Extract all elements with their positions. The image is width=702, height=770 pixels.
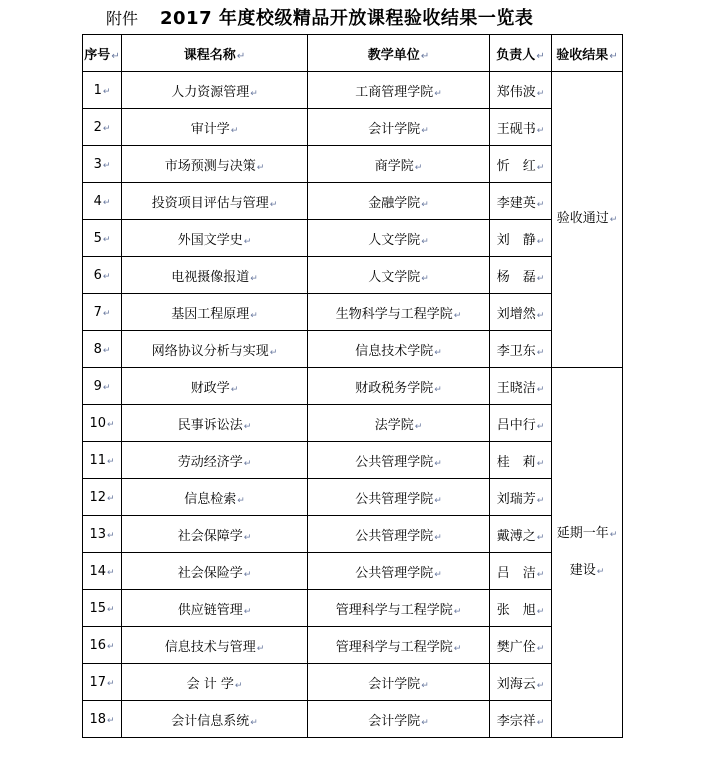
row-no: 10↵ bbox=[83, 405, 122, 442]
row-unit: 信息技术学院↵ bbox=[308, 331, 490, 368]
row-unit: 会计学院↵ bbox=[308, 701, 490, 738]
table-row bbox=[83, 294, 623, 331]
row-lead: 李建英↵ bbox=[490, 183, 552, 220]
row-no: 4↵ bbox=[83, 183, 122, 220]
row-lead: 吕 洁↵ bbox=[490, 553, 552, 590]
row-lead: 王砚书↵ bbox=[490, 109, 552, 146]
table-row bbox=[83, 109, 623, 146]
row-no: 16↵ bbox=[83, 627, 122, 664]
row-lead: 郑伟波↵ bbox=[490, 72, 552, 109]
row-unit: 金融学院↵ bbox=[308, 183, 490, 220]
table-row bbox=[83, 627, 623, 664]
title-main: 2017 年度校级精品开放课程验收结果一览表 bbox=[160, 8, 534, 29]
row-unit: 会计学院↵ bbox=[308, 109, 490, 146]
row-no: 14↵ bbox=[83, 553, 122, 590]
row-lead: 李卫东↵ bbox=[490, 331, 552, 368]
row-unit: 公共管理学院↵ bbox=[308, 516, 490, 553]
row-unit: 工商管理学院↵ bbox=[308, 72, 490, 109]
row-no: 13↵ bbox=[83, 516, 122, 553]
row-no: 8↵ bbox=[83, 331, 122, 368]
row-course: 网络协议分析与实现↵ bbox=[122, 331, 308, 368]
row-lead: 刘海云↵ bbox=[490, 664, 552, 701]
table-row bbox=[83, 405, 623, 442]
row-course: 电视摄像报道↵ bbox=[122, 257, 308, 294]
row-unit: 公共管理学院↵ bbox=[308, 442, 490, 479]
row-unit: 生物科学与工程学院↵ bbox=[308, 294, 490, 331]
table-row bbox=[83, 442, 623, 479]
table-row bbox=[83, 146, 623, 183]
row-lead: 张 旭↵ bbox=[490, 590, 552, 627]
row-course: 外国文学史↵ bbox=[122, 220, 308, 257]
table-row bbox=[83, 220, 623, 257]
row-no: 6↵ bbox=[83, 257, 122, 294]
row-course: 劳动经济学↵ bbox=[122, 442, 308, 479]
row-unit: 人文学院↵ bbox=[308, 257, 490, 294]
result-label-line2: 建设↵ bbox=[569, 562, 605, 578]
title-prefix: 附件 bbox=[106, 9, 139, 28]
table-row bbox=[83, 479, 623, 516]
row-lead: 王晓洁↵ bbox=[490, 368, 552, 405]
row-lead: 李宗祥↵ bbox=[490, 701, 552, 738]
row-unit: 管理科学与工程学院↵ bbox=[308, 590, 490, 627]
row-course: 审计学↵ bbox=[122, 109, 308, 146]
row-course: 会 计 学↵ bbox=[122, 664, 308, 701]
row-lead: 戴溥之↵ bbox=[490, 516, 552, 553]
row-course: 社会保障学↵ bbox=[122, 516, 308, 553]
row-unit: 法学院↵ bbox=[308, 405, 490, 442]
row-no: 5↵ bbox=[83, 220, 122, 257]
row-unit: 会计学院↵ bbox=[308, 664, 490, 701]
row-lead: 刘 静↵ bbox=[490, 220, 552, 257]
table-row bbox=[83, 701, 623, 738]
header-no: 序号↵ bbox=[83, 35, 122, 72]
row-course: 会计信息系统↵ bbox=[122, 701, 308, 738]
row-unit: 管理科学与工程学院↵ bbox=[308, 627, 490, 664]
table-row bbox=[83, 368, 623, 405]
results-table bbox=[82, 34, 623, 738]
table-row bbox=[83, 664, 623, 701]
row-no: 2↵ bbox=[83, 109, 122, 146]
row-no: 3↵ bbox=[83, 146, 122, 183]
row-no: 1↵ bbox=[83, 72, 122, 109]
table-row bbox=[83, 553, 623, 590]
row-course: 社会保险学↵ bbox=[122, 553, 308, 590]
header-course: 课程名称↵ bbox=[122, 35, 308, 72]
table-row bbox=[83, 72, 623, 109]
row-course: 财政学↵ bbox=[122, 368, 308, 405]
header-result: 验收结果↵ bbox=[552, 35, 623, 72]
row-unit: 财政税务学院↵ bbox=[308, 368, 490, 405]
header-unit: 教学单位↵ bbox=[308, 35, 490, 72]
row-lead: 忻 红↵ bbox=[490, 146, 552, 183]
row-unit: 公共管理学院↵ bbox=[308, 479, 490, 516]
table-row bbox=[83, 590, 623, 627]
table-row bbox=[83, 516, 623, 553]
row-unit: 公共管理学院↵ bbox=[308, 553, 490, 590]
row-unit: 商学院↵ bbox=[308, 146, 490, 183]
row-unit: 人文学院↵ bbox=[308, 220, 490, 257]
row-no: 12↵ bbox=[83, 479, 122, 516]
result-label-line1: 延期一年↵ bbox=[556, 525, 618, 541]
row-course: 投资项目评估与管理↵ bbox=[122, 183, 308, 220]
result-cell: 验收通过↵ bbox=[552, 72, 623, 368]
row-no: 11↵ bbox=[83, 442, 122, 479]
row-no: 15↵ bbox=[83, 590, 122, 627]
result-label: 验收通过 bbox=[556, 211, 609, 226]
row-no: 7↵ bbox=[83, 294, 122, 331]
row-no: 17↵ bbox=[83, 664, 122, 701]
row-course: 基因工程原理↵ bbox=[122, 294, 308, 331]
table-row bbox=[83, 331, 623, 368]
row-course: 市场预测与决策↵ bbox=[122, 146, 308, 183]
table-row bbox=[83, 257, 623, 294]
table-row bbox=[83, 183, 623, 220]
table-header-row bbox=[83, 35, 623, 72]
row-lead: 杨 磊↵ bbox=[490, 257, 552, 294]
row-lead: 刘增然↵ bbox=[490, 294, 552, 331]
row-course: 信息检索↵ bbox=[122, 479, 308, 516]
row-course: 民事诉讼法↵ bbox=[122, 405, 308, 442]
result-cell bbox=[552, 368, 623, 738]
document-title bbox=[0, 4, 702, 30]
row-course: 信息技术与管理↵ bbox=[122, 627, 308, 664]
row-course: 供应链管理↵ bbox=[122, 590, 308, 627]
row-lead: 刘瑞芳↵ bbox=[490, 479, 552, 516]
row-no: 9↵ bbox=[83, 368, 122, 405]
header-lead: 负责人↵ bbox=[490, 35, 552, 72]
row-course: 人力资源管理↵ bbox=[122, 72, 308, 109]
row-lead: 吕中行↵ bbox=[490, 405, 552, 442]
row-lead: 樊广佺↵ bbox=[490, 627, 552, 664]
row-no: 18↵ bbox=[83, 701, 122, 738]
row-lead: 桂 莉↵ bbox=[490, 442, 552, 479]
